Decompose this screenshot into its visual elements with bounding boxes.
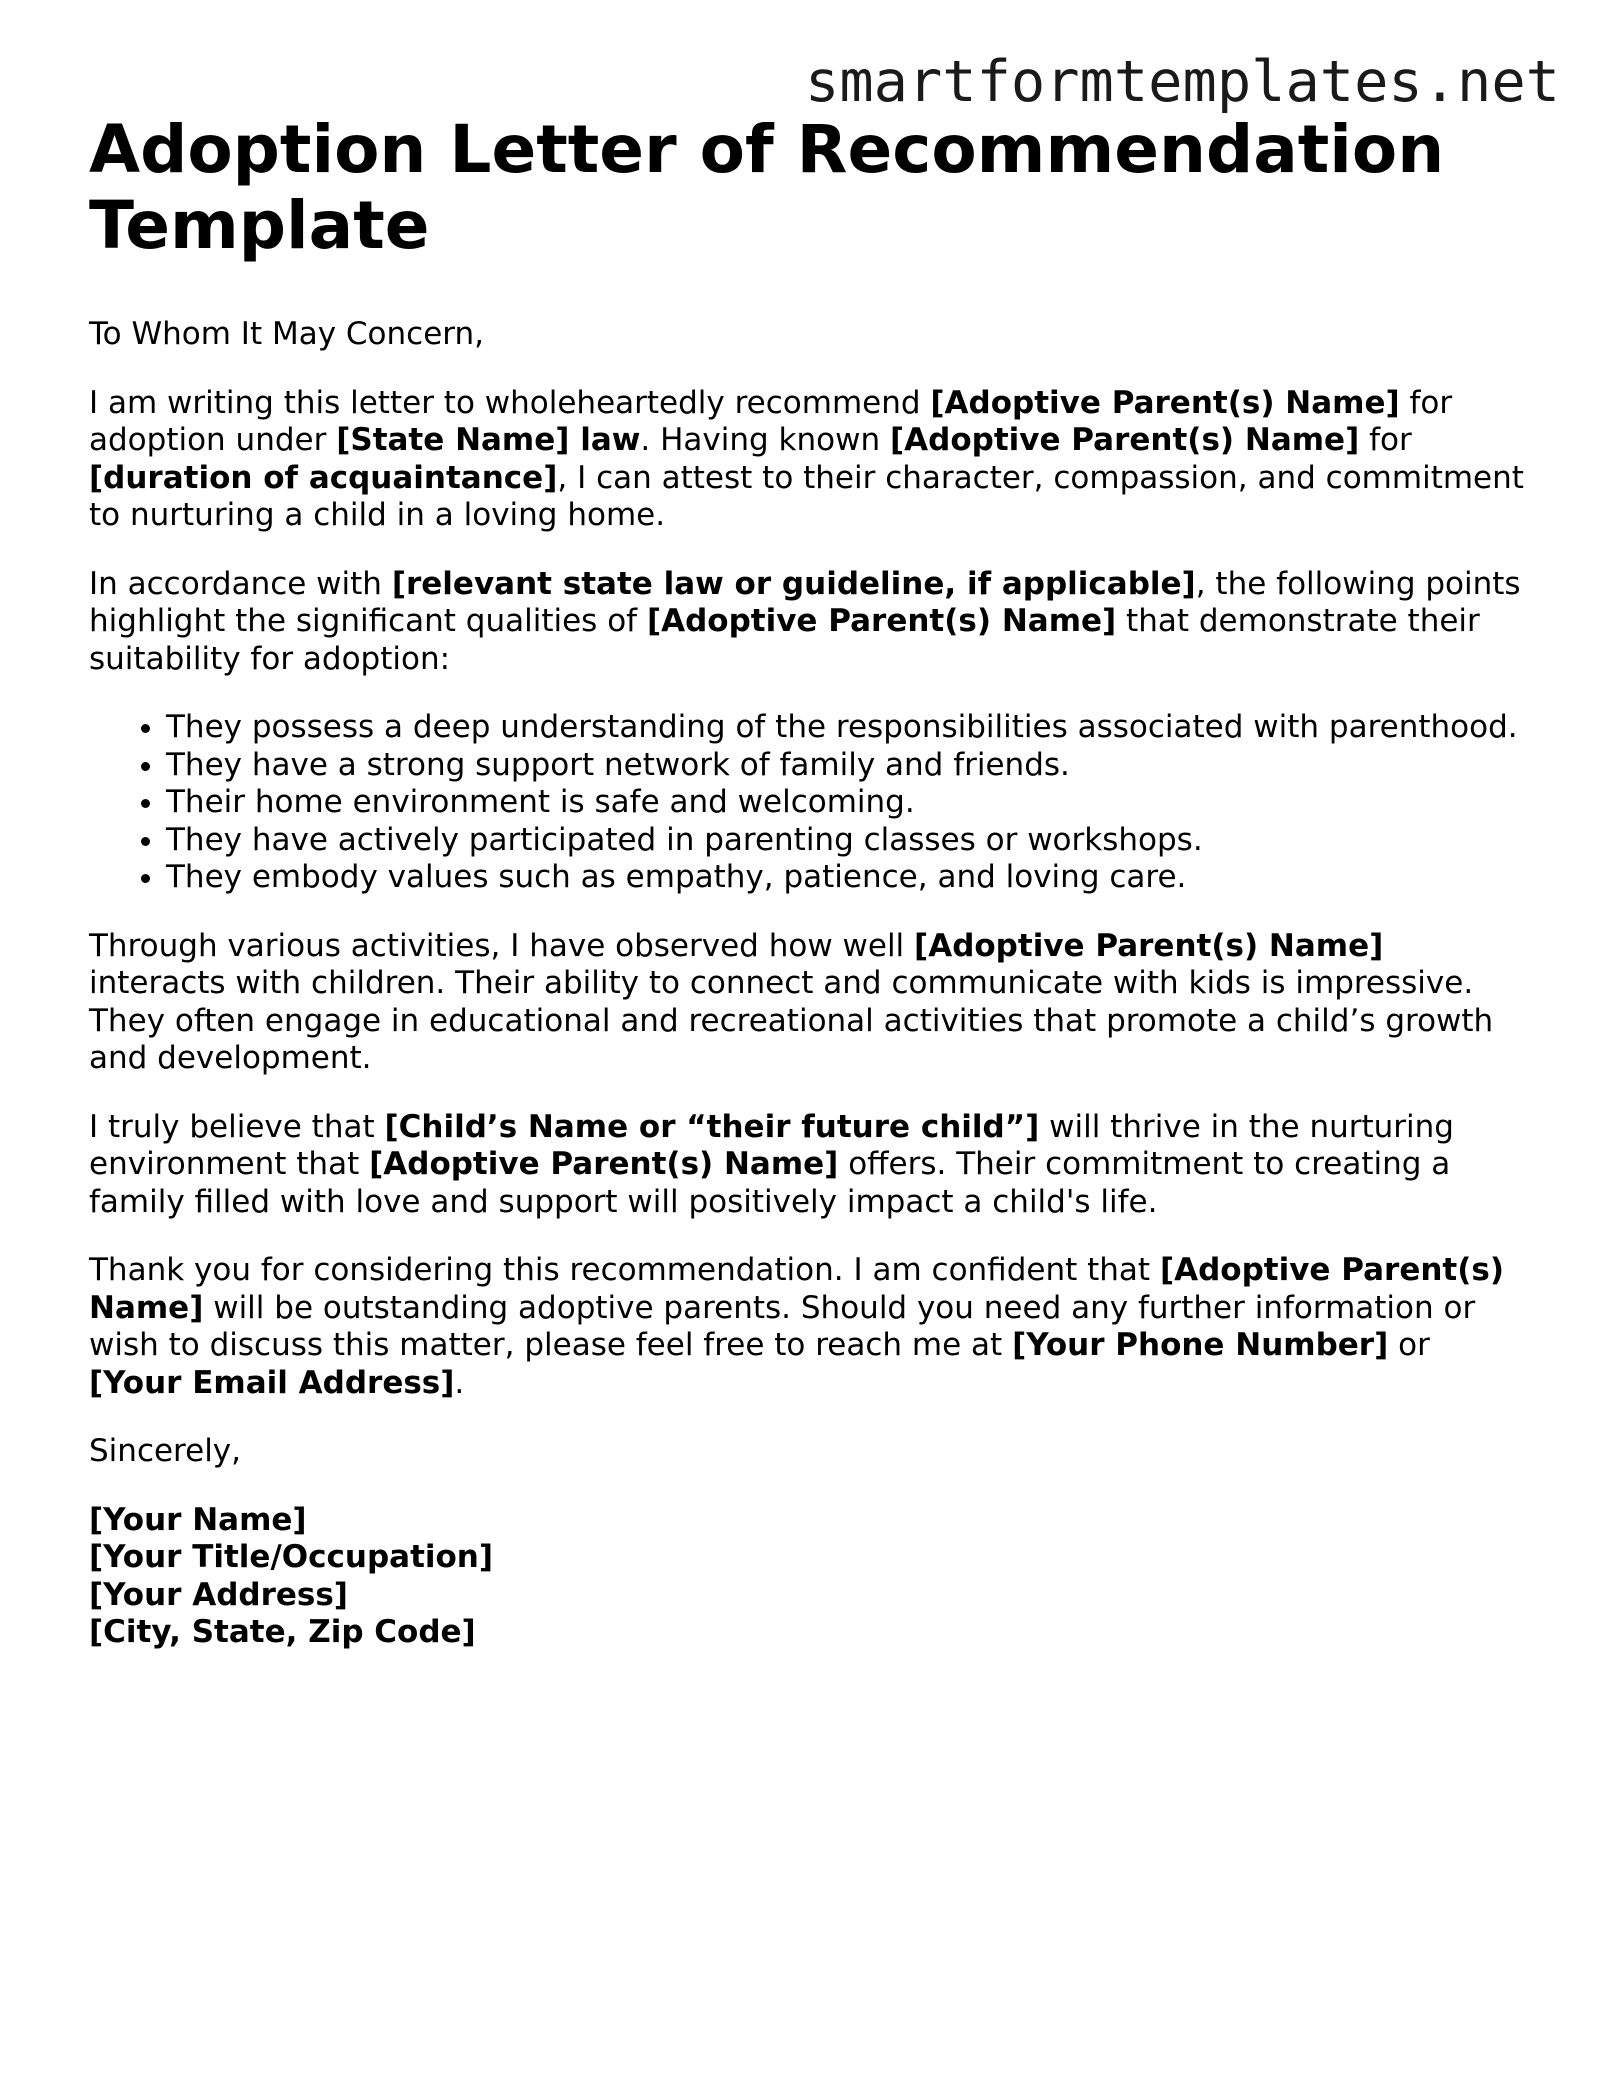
text-segment: In accordance with (89, 565, 392, 602)
text-segment: offers. Their commitment to creating a family filled with love and support will positively impact a child's life. (89, 1146, 1451, 1220)
closing: Sincerely, (89, 1433, 242, 1469)
list-item: • They have a strong support network of family and friends. (166, 747, 1529, 785)
signature-name: [Your Name] (89, 1501, 307, 1538)
paragraph-thanks (89, 1252, 1529, 1402)
text-segment: that demonstrate their suitability for adoption: (89, 603, 1480, 677)
text-segment: I truly believe that (89, 1108, 385, 1145)
qualities-list (89, 709, 1529, 897)
placeholder-email-address: [Your Email Address] (89, 1364, 455, 1401)
placeholder-adoptive-parent-name: [Adoptive Parent(s) Name] (646, 603, 1117, 639)
text-segment: interacts with children. Their ability to connect and communicate with kids is impressive. They often engage in educational and recreational activities that promote a child’s growth and development. (89, 965, 1494, 1076)
signature-title: [Your Title/Occupation] (89, 1539, 494, 1575)
text-segment: will thrive in the nurturing environment that (89, 1108, 1454, 1182)
paragraph-belief (89, 1109, 1529, 1222)
paragraph-introduction (89, 385, 1529, 535)
site-watermark: smartformtemplates.net (805, 49, 1560, 115)
text-segment: for adoption under (89, 384, 1453, 458)
placeholder-state-guideline: [relevant state law or guideline, if applicable] (391, 565, 1196, 602)
placeholder-adoptive-parent-name: [Adoptive Parent(s) Name] (89, 1252, 1505, 1326)
paragraph-observations (89, 928, 1529, 1078)
letter-body (89, 316, 1529, 1652)
text-segment: will be outstanding adoptive parents. Should you need any further information or wish to discuss this matter, please feel free to reach me at (89, 1289, 1476, 1363)
placeholder-adoptive-parent-name: [Adoptive Parent(s) Name] (914, 927, 1384, 964)
letter-document (89, 112, 1529, 1652)
placeholder-duration: [duration of acquaintance] (89, 459, 558, 496)
list-item: • They possess a deep understanding of the responsibilities associated with parenthood. (166, 709, 1529, 747)
text-segment: . (454, 1364, 465, 1401)
list-item: • They have actively participated in parenting classes or workshops. (166, 822, 1529, 860)
text-segment: , the following points highlight the significant qualities of (89, 565, 1521, 639)
placeholder-adoptive-parent-name: [Adoptive Parent(s) Name] (889, 422, 1360, 458)
text-segment: Through various activities, I have observed how well (89, 927, 915, 964)
placeholder-state-law: [State Name] law (336, 422, 641, 458)
signature-block (89, 1502, 1529, 1652)
placeholder-adoptive-parent-name: [Adoptive Parent(s) Name] (930, 384, 1400, 421)
text-segment: Thank you for considering this recommendation. I am confident that (89, 1252, 1160, 1288)
text-segment: I am writing this letter to wholeheartedly recommend (89, 384, 931, 421)
placeholder-child-name: [Child’s Name or “their future child”] (384, 1108, 1040, 1145)
signature-city-state-zip: [City, State, Zip Code] (89, 1614, 476, 1650)
text-segment: . Having known (640, 422, 890, 458)
list-item: • They embody values such as empathy, patience, and loving care. (166, 859, 1529, 897)
salutation: To Whom It May Concern, (89, 316, 484, 352)
placeholder-phone-number: [Your Phone Number] (1012, 1327, 1389, 1363)
text-segment: for (1359, 422, 1412, 458)
text-segment: or (1388, 1327, 1430, 1363)
text-segment: , I can attest to their character, compassion, and commitment to nurturing a child in a loving home. (89, 459, 1524, 533)
signature-address: [Your Address] (89, 1576, 348, 1613)
list-item: • Their home environment is safe and welcoming. (166, 784, 1529, 822)
document-title: Adoption Letter of Recommendation Template (89, 111, 1445, 264)
paragraph-qualities-intro (89, 566, 1529, 679)
placeholder-adoptive-parent-name: [Adoptive Parent(s) Name] (369, 1146, 839, 1182)
